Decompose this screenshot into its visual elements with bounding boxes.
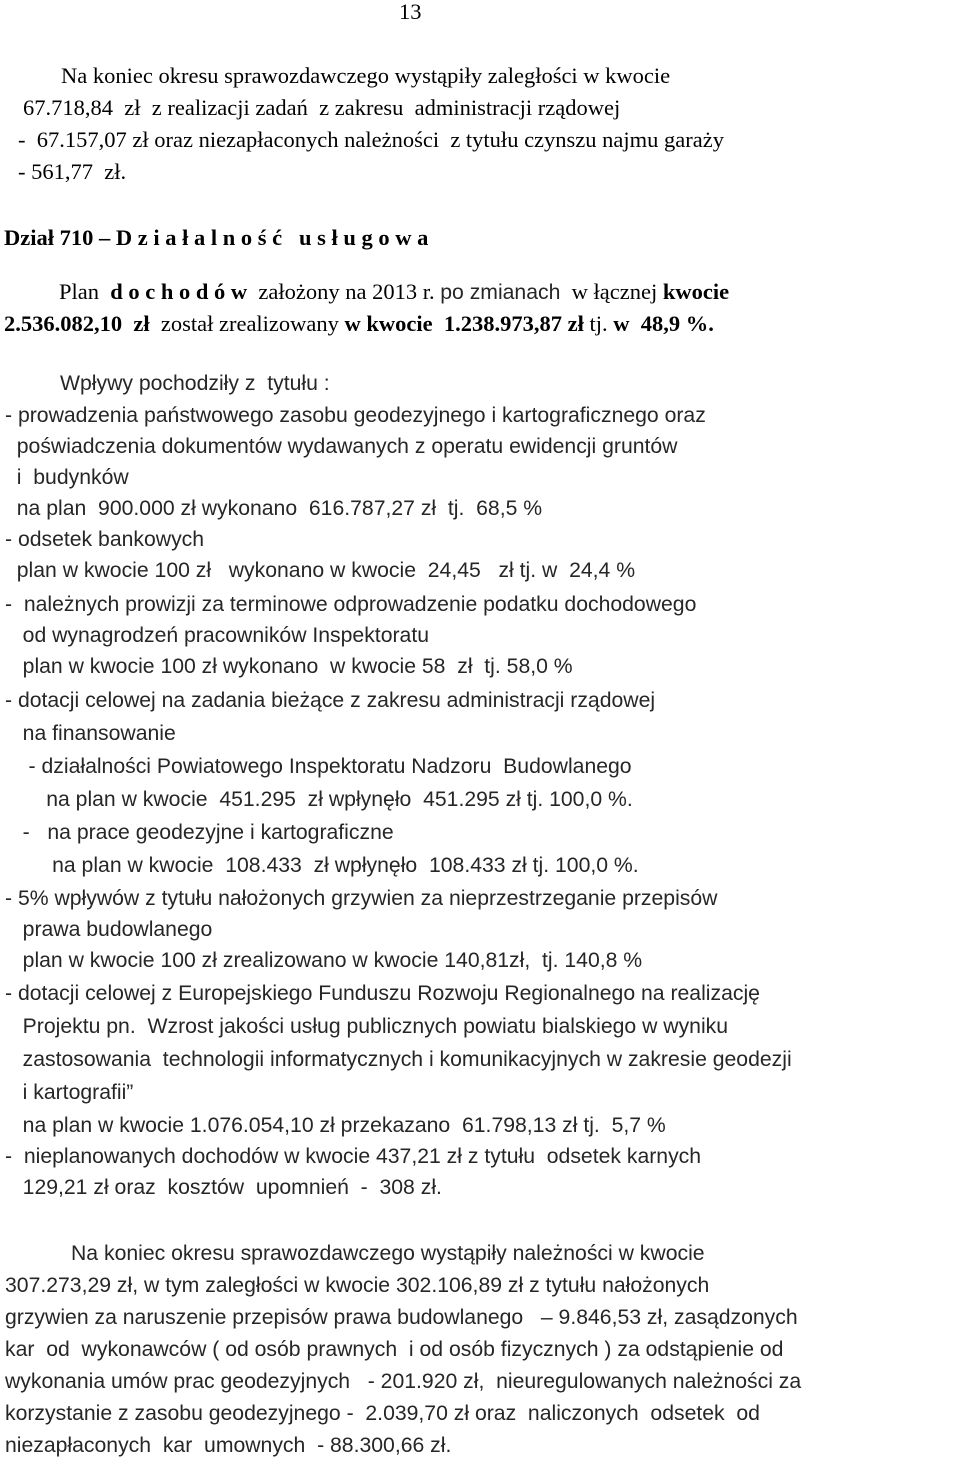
page-number: 13 <box>399 0 422 24</box>
text-line: - 67.157,07 zł oraz niezapłaconych należności z tytułu czynszu najmu garaży <box>18 127 724 152</box>
plan-text: został zrealizowany <box>149 311 345 336</box>
text-line: 67.718,84 zł z realizacji zadań z zakresu administracji rządowej <box>23 95 621 120</box>
text-line: Na koniec okresu sprawozdawczego wystąpiły zaległości w kwocie <box>61 63 671 88</box>
list-item: poświadczenia dokumentów wydawanych z operatu ewidencji gruntów <box>5 435 678 458</box>
list-item: plan w kwocie 100 zł zrealizowano w kwocie 140,81zł, tj. 140,8 % <box>5 949 643 972</box>
plan-line-2 <box>4 308 714 340</box>
plan-text: w łącznej <box>560 279 663 304</box>
list-item: zastosowania technologii informatycznych i komunikacyjnych w zakresie geodezji <box>5 1048 792 1071</box>
list-item: i kartografii” <box>5 1081 134 1104</box>
list-item: - prowadzenia państwowego zasobu geodezyjnego i kartograficznego oraz <box>5 404 706 427</box>
plan-text: Plan <box>59 279 111 304</box>
plan-line-1 <box>59 276 729 309</box>
list-item: - działalności Powiatowego Inspektoratu Nadzoru Budowlanego <box>5 755 632 778</box>
list-item: - na prace geodezyjne i kartograficzne <box>5 821 394 844</box>
plan-text: tj. <box>583 311 614 336</box>
section-heading: Dział 710 – D z i a ł a l n o ś ć u s ł u g o w a <box>4 225 429 250</box>
text-line: niezapłaconych kar umownych - 88.300,66 zł. <box>5 1434 452 1457</box>
list-item: na plan w kwocie 1.076.054,10 zł przekazano 61.798,13 zł tj. 5,7 % <box>5 1114 666 1137</box>
list-item: plan w kwocie 100 zł wykonano w kwocie 58 zł tj. 58,0 % <box>5 655 573 678</box>
text-line: korzystanie z zasobu geodezyjnego - 2.039,70 zł oraz naliczonych odsetek od <box>5 1402 760 1425</box>
plan-realized: w kwocie 1.238.973,87 zł <box>344 311 584 336</box>
list-item: - 5% wpływów z tytułu nałożonych grzywien za nieprzestrzeganie przepisów <box>5 887 718 910</box>
text-line: wykonania umów prac geodezyjnych - 201.920 zł, nieuregulowanych należności za <box>5 1370 802 1393</box>
plan-text: po zmianach <box>440 281 561 304</box>
plan-text-bold: kwocie <box>662 279 730 304</box>
list-item: na plan 900.000 zł wykonano 616.787,27 zł tj. 68,5 % <box>5 497 543 520</box>
list-item: - należnych prowizji za terminowe odprowadzenie podatku dochodowego <box>5 593 697 616</box>
list-item: na plan w kwocie 451.295 zł wpłynęło 451.295 zł tj. 100,0 %. <box>5 788 633 811</box>
plan-percent: w 48,9 %. <box>613 311 714 336</box>
plan-amount: 2.536.082,10 zł <box>4 311 150 336</box>
text-line: Na koniec okresu sprawozdawczego wystąpiły należności w kwocie <box>71 1242 705 1265</box>
list-item: na plan w kwocie 108.433 zł wpłynęło 108.433 zł tj. 100,0 %. <box>5 854 639 877</box>
plan-text-bold: d o c h o d ó w <box>110 279 248 304</box>
list-item: na finansowanie <box>5 722 176 745</box>
text-line: - 561,77 zł. <box>18 159 127 184</box>
text-line: grzywien za naruszenie przepisów prawa budowlanego – 9.846,53 zł, zasądzonych <box>5 1306 798 1329</box>
plan-text: założony na 2013 r. <box>247 279 441 304</box>
list-item: prawa budowlanego <box>5 918 213 941</box>
sources-intro: Wpływy pochodziły z tytułu : <box>60 372 330 395</box>
list-item: od wynagrodzeń pracowników Inspektoratu <box>5 624 429 647</box>
text-line: 307.273,29 zł, w tym zaległości w kwocie 302.106,89 zł z tytułu nałożonych <box>5 1274 710 1297</box>
list-item: 129,21 zł oraz kosztów upomnień - 308 zł. <box>5 1176 442 1199</box>
text-line: kar od wykonawców ( od osób prawnych i od osób fizycznych ) za odstąpienie od <box>5 1338 784 1361</box>
list-item: - dotacji celowej na zadania bieżące z zakresu administracji rządowej <box>5 689 656 712</box>
list-item: - nieplanowanych dochodów w kwocie 437,21 zł z tytułu odsetek karnych <box>5 1145 702 1168</box>
list-item: - dotacji celowej z Europejskiego Funduszu Rozwoju Regionalnego na realizację <box>5 982 760 1005</box>
list-item: plan w kwocie 100 zł wykonano w kwocie 24,45 zł tj. w 24,4 % <box>5 559 636 582</box>
list-item: Projektu pn. Wzrost jakości usług publicznych powiatu bialskiego w wyniku <box>5 1015 729 1038</box>
list-item: - odsetek bankowych <box>5 528 205 551</box>
list-item: i budynków <box>5 466 129 489</box>
